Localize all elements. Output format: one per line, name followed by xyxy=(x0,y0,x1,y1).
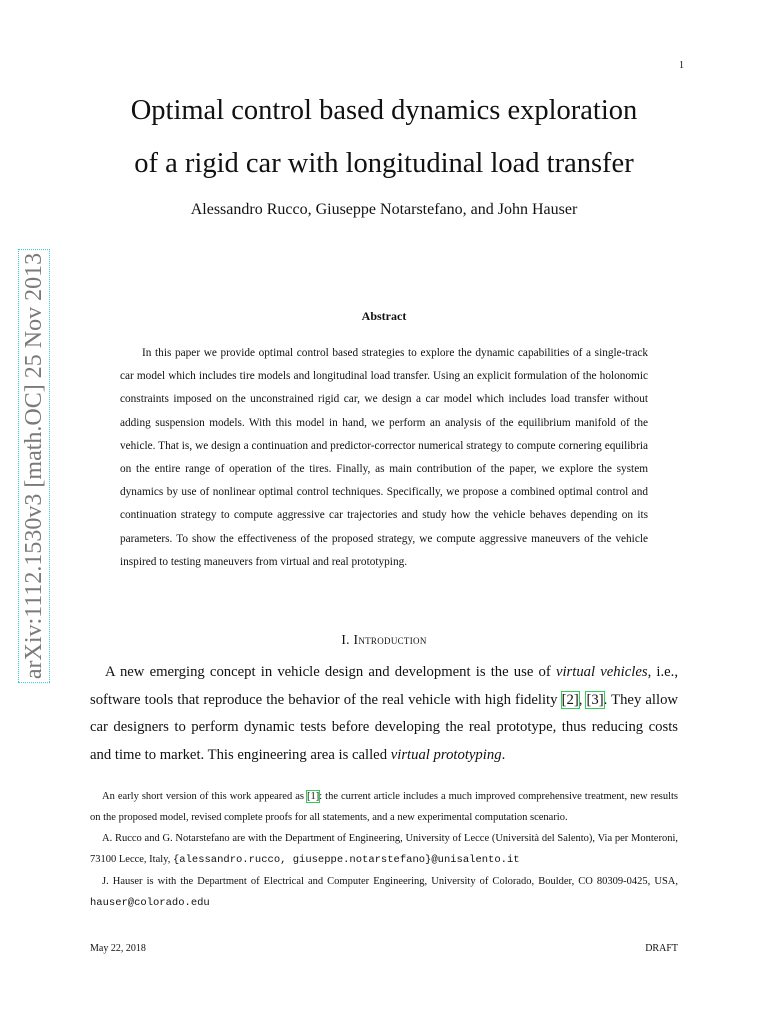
footnote-2-text: A. Rucco and G. Notarstefano are with the Department of Engineering, University of Lecce (Università del Salento), Via per Monteroni, 73100 Lecce, Italy, xyxy=(90,833,678,865)
paper-title xyxy=(60,84,708,190)
intro-text-2: , i.e., software tools that reproduce the behavior of the real vehicle with high fidelity xyxy=(90,664,679,708)
intro-text-3: . They allow car designers to perform dynamic tests before developing the real prototype, thus reducing costs and time to market. This engineering area is called xyxy=(90,691,679,763)
footnote-1-text-post: : the current article includes a much improved comprehensive treatment, new results on the proposed model, revised complete proofs for all statements, and a new experimental computation scenario. xyxy=(90,791,679,823)
citation-separator: , xyxy=(578,691,587,708)
title-line-1: Optimal control based dynamics exploration xyxy=(130,95,638,126)
email-lecce: {alessandro.rucco, giuseppe.notarstefano}@unisalento.it xyxy=(173,854,520,866)
citation-link-1[interactable]: [1] xyxy=(306,791,320,802)
footnote-1-text-pre: An early short version of this work appeared as xyxy=(102,791,307,802)
abstract-text: In this paper we provide optimal control based strategies to explore the dynamic capabilities of a single-track car model which includes tire models and longitudinal load transfer. Using an explicit formulation of the holonomic constraints imposed on the unconstrained rigid car, we design a car model which includes load transfer without adding suspension models. With this model in hand, we perform an analysis of the equilibrium manifold of the vehicle. That is, we design a continuation and predictor-corrector numerical strategy to compute cornering equilibria on the entire range of operation of the tires. Finally, as main contribution of the paper, we explore the system dynamics by use of nonlinear optimal control techniques. Specifically, we propose a combined optimal control and continuation strategy to compute aggressive car trajectories and study how the vehicle behaves depending on its parameters. To show the effectiveness of the proposed strategy, we compute aggressive maneuvers of the vehicle inspired to testing maneuvers from virtual and real prototyping. xyxy=(120,347,648,568)
section-heading-introduction xyxy=(60,630,708,650)
abstract-heading: Abstract xyxy=(361,309,407,323)
introduction-paragraph xyxy=(90,659,678,769)
intro-text-1: A new emerging concept in vehicle design and development is the use of xyxy=(105,664,556,680)
footnotes xyxy=(90,786,678,914)
intro-emphasis-virtual-vehicles: virtual vehicles xyxy=(555,664,648,680)
citation-link-3[interactable]: [3] xyxy=(586,691,604,708)
title-line-2: of a rigid car with longitudinal load transfer xyxy=(134,148,634,179)
citation-link-2[interactable]: [2] xyxy=(561,691,579,708)
page-number: 1 xyxy=(679,60,684,71)
footnote-3-text: J. Hauser is with the Department of Electrical and Computer Engineering, University of Colorado, Boulder, CO 80309-0425, USA, xyxy=(102,876,678,887)
footnote-early-version xyxy=(90,786,678,828)
author-list: Alessandro Rucco, Giuseppe Notarstefano, and John Hauser xyxy=(190,201,578,218)
footnote-affiliation-colorado xyxy=(90,871,678,914)
email-colorado: hauser@colorado.edu xyxy=(90,897,210,909)
arxiv-identifier-link[interactable]: arXiv:1112.1530v3 [math.OC] 25 Nov 2013 xyxy=(21,252,47,680)
footnote-affiliation-lecce xyxy=(90,828,678,871)
intro-text-4: . xyxy=(501,746,506,763)
intro-emphasis-virtual-prototyping: virtual prototyping xyxy=(390,746,502,763)
section-title: Introduction xyxy=(353,632,427,647)
footer-draft-label: DRAFT xyxy=(645,943,678,954)
footer-date: May 22, 2018 xyxy=(90,943,146,954)
section-number: I. xyxy=(341,632,350,647)
